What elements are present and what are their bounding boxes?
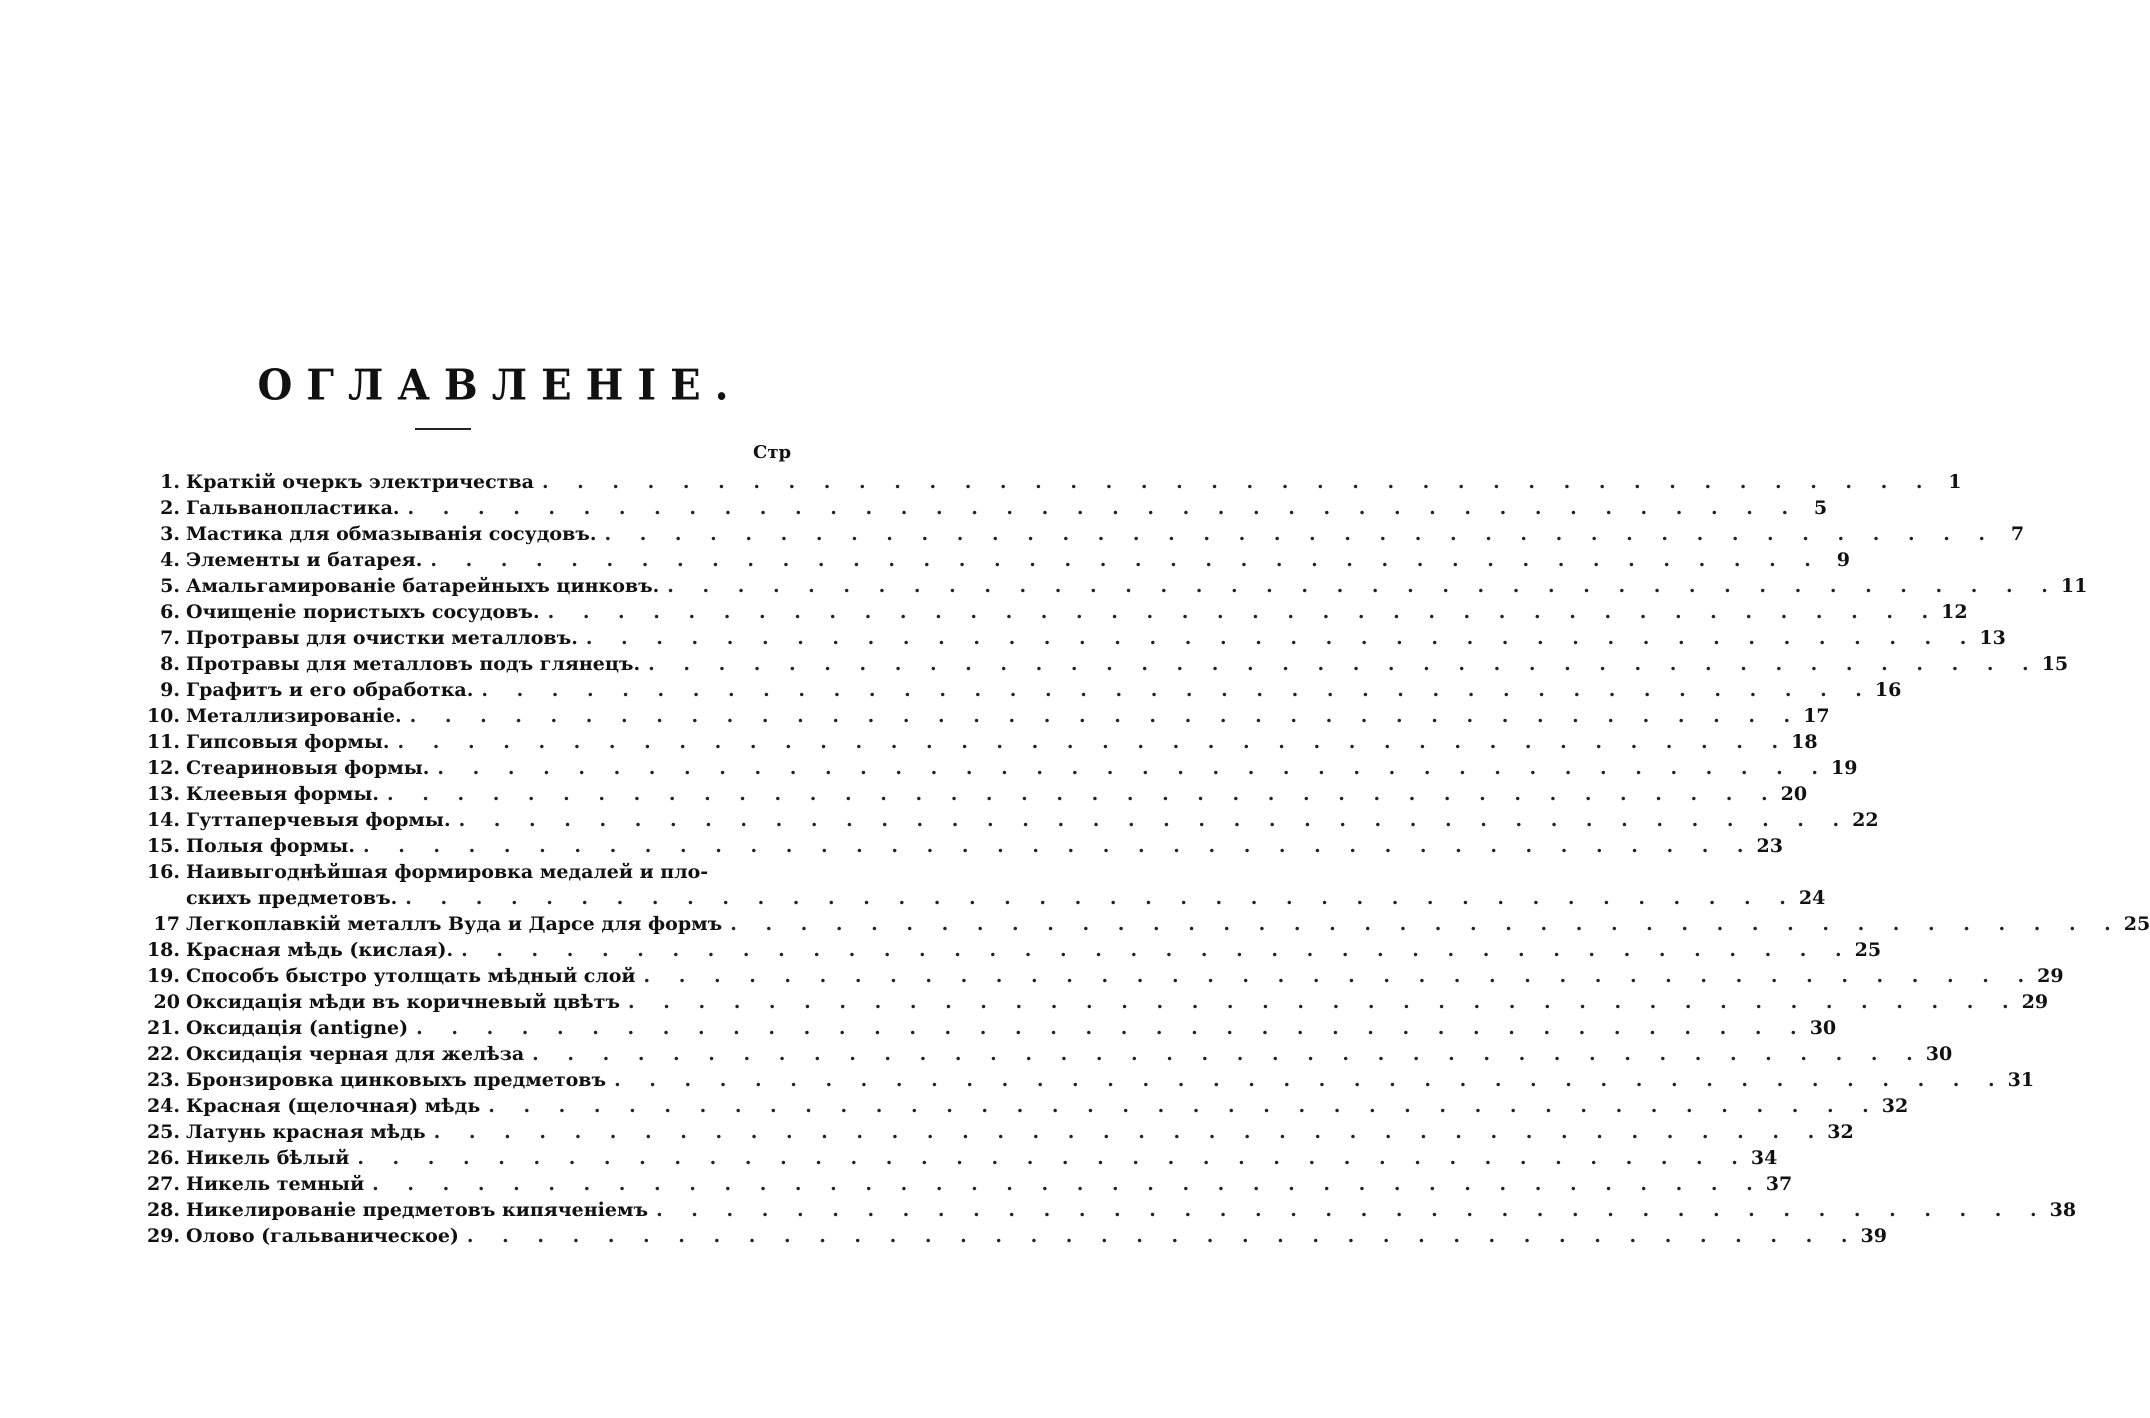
dot-leader: . . . . . . . . . . . . . . . . . . . . . . . . . . . . . . . . . . . . . . . . — [409, 705, 1802, 727]
entry-number: 8. — [160, 653, 180, 675]
dot-leader: . . . . . . . . . . . . . . . . . . . . . . . . . . . . . . . . . . . . . . . . — [416, 1017, 1808, 1039]
toc-line — [140, 911, 2150, 937]
entry-page-number: 12 — [1941, 601, 1968, 623]
toc-line — [140, 963, 2064, 989]
entry-title: Стеариновыя формы. — [186, 757, 430, 779]
entry-page-number: 37 — [1765, 1173, 1793, 1195]
entry-number: 20 — [153, 991, 180, 1013]
toc-entry — [140, 677, 1902, 703]
entry-page-number: 32 — [1827, 1121, 1854, 1143]
entry-page-number: 9 — [1836, 549, 1850, 571]
entry-title: Мастика для обмазыванія сосудовъ. — [186, 523, 597, 545]
toc-entry — [140, 755, 1858, 781]
entry-page-number: 34 — [1750, 1147, 1778, 1169]
toc-entry — [140, 521, 2025, 547]
dot-leader: . . . . . . . . . . . . . . . . . . . . . . . . . . . . . . . . . . . . . . . . — [437, 757, 1829, 779]
toc-line — [140, 755, 1858, 781]
dot-leader: . . . . . . . . . . . . . . . . . . . . . . . . . . . . . . . . . . . . . . . . — [547, 601, 1940, 623]
toc-entry — [140, 1041, 1953, 1067]
toc-entry — [140, 1197, 2077, 1223]
entry-page-number: 22 — [1852, 809, 1879, 831]
entry-title: Графитъ и его обработка. — [186, 679, 474, 701]
entry-title: Никель темный — [186, 1173, 365, 1195]
toc-entry — [140, 781, 1808, 807]
toc-entry — [140, 703, 1830, 729]
toc-entry — [140, 911, 2150, 937]
entry-page-number: 17 — [1803, 705, 1830, 727]
toc-line — [140, 729, 1818, 755]
entry-number: 25. — [146, 1121, 180, 1143]
toc-entry — [140, 1119, 1854, 1145]
entry-number: 27. — [146, 1173, 180, 1195]
dot-leader: . . . . . . . . . . . . . . . . . . . . . . . . . . . . . . . . . . . . . . . . — [643, 965, 2036, 987]
entry-page-number: 11 — [2060, 575, 2088, 597]
entry-page-number: 25 — [2123, 913, 2150, 935]
entry-page-number: 30 — [1809, 1017, 1837, 1039]
entry-number: 5. — [160, 575, 180, 597]
entry-number: 19. — [146, 965, 180, 987]
entry-number: 10. — [146, 705, 180, 727]
entry-title: Амальгамированіе батарейныхъ цинковъ. — [186, 575, 660, 597]
entry-number: 7. — [160, 627, 180, 649]
toc-entry — [140, 1015, 1837, 1041]
toc-entry — [140, 729, 1818, 755]
toc-entry — [140, 573, 2088, 599]
toc-line — [140, 1067, 2035, 1093]
dot-leader: . . . . . . . . . . . . . . . . . . . . . . . . . . . . . . . . . . . . . . . . — [362, 835, 1755, 857]
entry-title: Способъ быстро утолщать мѣдный слой — [186, 965, 636, 987]
entry-page-number: 1 — [1948, 471, 1962, 493]
toc-entry — [140, 651, 2069, 677]
toc-line — [140, 677, 1902, 703]
toc-entry — [140, 547, 1850, 573]
dot-leader: . . . . . . . . . . . . . . . . . . . . . . . . . . . . . . . . . . . . . . . . — [461, 939, 1853, 961]
entry-number: 13. — [146, 783, 180, 805]
entry-number: 3. — [160, 523, 180, 545]
entry-number: 4. — [160, 549, 180, 571]
entry-page-number: 31 — [2007, 1069, 2035, 1091]
entry-page-number: 15 — [2041, 653, 2069, 675]
entry-number: 2. — [160, 497, 180, 519]
entry-title-continuation: скихъ предметовъ. — [186, 887, 398, 909]
entry-title: Оксидація (antigne) — [186, 1017, 409, 1039]
entry-title: Красная мѣдь (кислая). — [186, 939, 454, 961]
dot-leader: . . . . . . . . . . . . . . . . . . . . . . . . . . . . . . . . . . . . . . . . — [387, 783, 1779, 805]
toc-line — [140, 625, 2006, 651]
toc-line — [140, 521, 2025, 547]
entry-page-number: 5 — [1813, 497, 1828, 519]
toc-entry — [140, 859, 1826, 911]
entry-page-number: 25 — [1854, 939, 1882, 961]
entry-title: Бронзировка цинковыхъ предметовъ — [186, 1069, 607, 1091]
dot-leader: . . . . . . . . . . . . . . . . . . . . . . . . . . . . . . . . . . . . . . . . — [656, 1199, 2048, 1221]
entry-number: 12. — [146, 757, 180, 779]
entry-title: Красная (щелочная) мѣдь — [186, 1095, 481, 1117]
entry-number: 21. — [146, 1017, 180, 1039]
entry-number: 26. — [146, 1147, 180, 1169]
dot-leader: . . . . . . . . . . . . . . . . . . . . . . . . . . . . . . . . . . . . . . . . — [488, 1095, 1880, 1117]
dot-leader: . . . . . . . . . . . . . . . . . . . . . . . . . . . . . . . . . . . . . . . . — [730, 913, 2122, 935]
toc-entry — [140, 989, 2049, 1015]
entry-number: 29. — [146, 1225, 180, 1247]
dot-leader: . . . . . . . . . . . . . . . . . . . . . . . . . . . . . . . . . . . . . . . . — [541, 471, 1934, 493]
entry-title: Протравы для металловъ подъ глянецъ. — [186, 653, 641, 675]
dot-leader: . . . . . . . . . . . . . . . . . . . . . . . . . . . . . . . . . . . . . . . . — [372, 1173, 1764, 1195]
entry-title: Гальванопластика. — [186, 497, 400, 519]
toc-line — [140, 989, 2049, 1015]
dot-leader: . . . . . . . . . . . . . . . . . . . . . . . . . . . . . . . . . . . . . . . . — [430, 549, 1822, 571]
page-title: ОГЛАВЛЕНІЕ. — [257, 360, 743, 411]
dot-leader: . . . . . . . . . . . . . . . . . . . . . . . . . . . . . . . . . . . . . . . . — [407, 497, 1800, 519]
entry-page-number: 13 — [1979, 627, 2006, 649]
toc-entry — [140, 963, 2064, 989]
entry-page-number: 29 — [2021, 991, 2049, 1013]
toc-line — [140, 573, 2088, 599]
entry-number: 1. — [160, 471, 180, 493]
toc-line — [140, 1119, 1854, 1145]
entry-number: 6. — [160, 601, 180, 623]
dot-leader: . . . . . . . . . . . . . . . . . . . . . . . . . . . . . . . . . . . . . . . . — [433, 1121, 1826, 1143]
toc-entry — [140, 807, 1879, 833]
entry-number: 18. — [146, 939, 180, 961]
toc-line — [140, 807, 1879, 833]
entry-title: Металлизированіе. — [186, 705, 402, 727]
toc-line — [140, 651, 2069, 677]
toc-line-continuation — [140, 885, 1826, 911]
dot-leader: . . . . . . . . . . . . . . . . . . . . . . . . . . . . . . . . . . . . . . . . — [397, 731, 1790, 753]
dot-leader: . . . . . . . . . . . . . . . . . . . . . . . . . . . . . . . . . . . . . . . . — [532, 1043, 1924, 1065]
entry-page-number: 24 — [1798, 887, 1826, 909]
entry-title: Никель бѣлый — [186, 1147, 350, 1169]
page-column-label: Стр — [753, 442, 792, 463]
entry-title: Легкоплавкій металлъ Вуда и Дарсе для формъ — [186, 913, 723, 935]
dot-leader: . . . . . . . . . . . . . . . . . . . . . . . . . . . . . . . . . . . . . . . . — [667, 575, 2059, 597]
entry-number: 14. — [146, 809, 180, 831]
toc-entry — [140, 469, 1962, 495]
toc-line — [140, 1145, 1778, 1171]
entry-number: 23. — [146, 1069, 180, 1091]
entry-page-number: 18 — [1791, 731, 1818, 753]
entry-title: Гуттаперчевыя формы. — [186, 809, 451, 831]
toc-entry — [140, 937, 1882, 963]
entry-number: 15. — [146, 835, 180, 857]
dot-leader: . . . . . . . . . . . . . . . . . . . . . . . . . . . . . . . . . . . . . . . . — [604, 523, 1997, 545]
dot-leader: . . . . . . . . . . . . . . . . . . . . . . . . . . . . . . . . . . . . . . . . — [458, 809, 1851, 831]
toc-line — [140, 1197, 2077, 1223]
toc-line — [140, 833, 1783, 859]
dot-leader: . . . . . . . . . . . . . . . . . . . . . . . . . . . . . . . . . . . . . . . . — [481, 679, 1873, 701]
entry-title: Олово (гальваническое) — [186, 1225, 459, 1247]
toc-entry — [140, 1223, 1887, 1249]
toc-entry — [140, 1171, 1793, 1197]
entry-title: Полыя формы. — [186, 835, 355, 857]
table-of-contents — [140, 469, 2150, 1249]
entry-page-number: 30 — [1925, 1043, 1953, 1065]
toc-entry — [140, 495, 1828, 521]
dot-leader: . . . . . . . . . . . . . . . . . . . . . . . . . . . . . . . . . . . . . . . . — [357, 1147, 1749, 1169]
toc-entry — [140, 599, 1968, 625]
toc-entry — [140, 1145, 1778, 1171]
toc-line — [140, 937, 1882, 963]
toc-entry — [140, 833, 1783, 859]
entry-title: Протравы для очистки металловъ. — [186, 627, 578, 649]
toc-line — [140, 547, 1850, 573]
dot-leader: . . . . . . . . . . . . . . . . . . . . . . . . . . . . . . . . . . . . . . . . — [614, 1069, 2006, 1091]
entry-number: 17 — [153, 913, 180, 935]
dot-leader: . . . . . . . . . . . . . . . . . . . . . . . . . . . . . . . . . . . . . . . . — [628, 991, 2020, 1013]
entry-page-number: 29 — [2037, 965, 2064, 987]
entry-page-number: 23 — [1756, 835, 1783, 857]
entry-title: Краткій очеркъ электричества — [186, 471, 534, 493]
entry-page-number: 19 — [1831, 757, 1858, 779]
entry-title: Оксидація мѣди въ коричневый цвѣтъ — [186, 991, 621, 1013]
entry-number: 16. — [146, 861, 180, 883]
entry-page-number: 39 — [1860, 1225, 1887, 1247]
toc-line — [140, 1171, 1793, 1197]
entry-page-number: 16 — [1874, 679, 1902, 701]
entry-title: Гипсовыя формы. — [186, 731, 390, 753]
entry-number: 22. — [146, 1043, 180, 1065]
dot-leader: . . . . . . . . . . . . . . . . . . . . . . . . . . . . . . . . . . . . . . . . — [466, 1225, 1859, 1247]
entry-page-number: 38 — [2049, 1199, 2077, 1221]
entry-number: 9. — [160, 679, 180, 701]
toc-line — [140, 495, 1828, 521]
entry-number: 24. — [146, 1095, 180, 1117]
dot-leader: . . . . . . . . . . . . . . . . . . . . . . . . . . . . . . . . . . . . . . . . — [585, 627, 1978, 649]
toc-line — [140, 1093, 1909, 1119]
entry-title: Элементы и батарея. — [186, 549, 423, 571]
entry-number: 28. — [146, 1199, 180, 1221]
dot-leader: . . . . . . . . . . . . . . . . . . . . . . . . . . . . . . . . . . . . . . . . — [648, 653, 2040, 675]
toc-line — [140, 703, 1830, 729]
entry-page-number: 32 — [1881, 1095, 1909, 1117]
entry-number: 11. — [146, 731, 180, 753]
toc-line — [140, 1041, 1953, 1067]
entry-title: Клеевыя формы. — [186, 783, 380, 805]
entry-title: Очищеніе пористыхъ сосудовъ. — [186, 601, 540, 623]
toc-entry — [140, 1067, 2035, 1093]
toc-entry — [140, 625, 2006, 651]
entry-title: Наивыгоднѣйшая формировка медалей и пло- — [186, 861, 709, 883]
entry-page-number: 20 — [1780, 783, 1808, 805]
toc-line — [140, 859, 785, 885]
entry-title: Латунь красная мѣдь — [186, 1121, 426, 1143]
toc-entry — [140, 1093, 1909, 1119]
entry-page-number: 7 — [2010, 523, 2025, 545]
title-rule — [415, 428, 471, 430]
entry-title: Никелированіе предметовъ кипяченіемъ — [186, 1199, 649, 1221]
toc-line — [140, 469, 1962, 495]
toc-line — [140, 1223, 1887, 1249]
entry-title: Оксидація черная для желѣза — [186, 1043, 525, 1065]
toc-line — [140, 599, 1968, 625]
toc-line — [140, 1015, 1837, 1041]
toc-line — [140, 781, 1808, 807]
dot-leader: . . . . . . . . . . . . . . . . . . . . . . . . . . . . . . . . . . . . . . . . — [405, 887, 1797, 909]
